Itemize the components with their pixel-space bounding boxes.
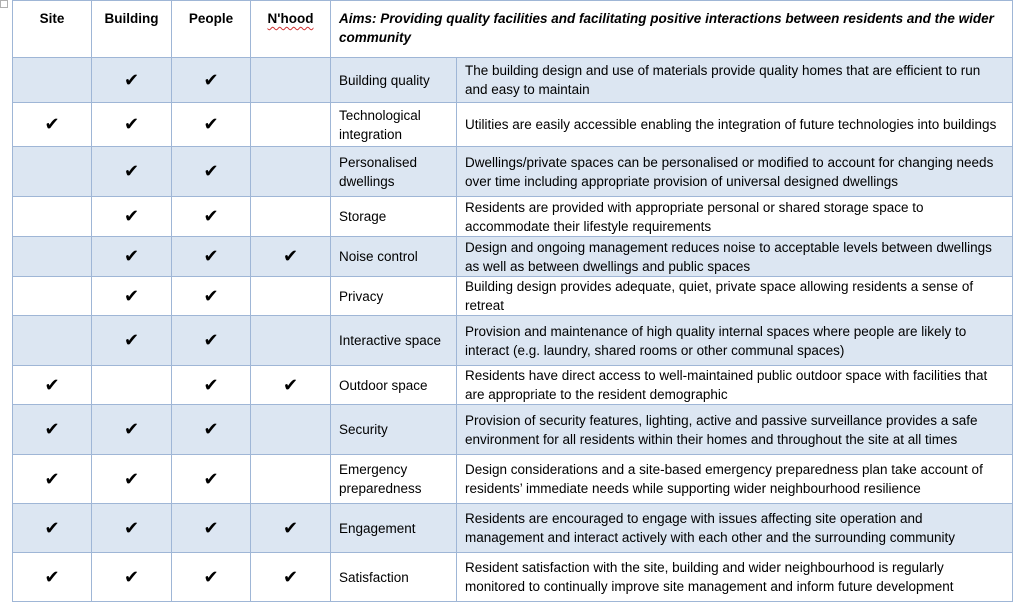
table-row xyxy=(13,147,1013,197)
cell-nhood xyxy=(251,197,331,237)
cell-nhood xyxy=(251,405,331,455)
table-row xyxy=(13,405,1013,455)
table-row xyxy=(13,237,1013,277)
cell-nhood xyxy=(251,316,331,366)
cell-building xyxy=(92,366,172,405)
check-mark-icon: ✔ xyxy=(92,147,172,197)
cell-nhood xyxy=(251,277,331,316)
table-row xyxy=(13,455,1013,504)
cell-criterion: Security xyxy=(331,405,457,455)
check-mark-icon: ✔ xyxy=(13,405,92,455)
check-mark-icon: ✔ xyxy=(172,405,251,455)
header-nhood xyxy=(251,1,331,58)
cell-criterion: Emergency preparedness xyxy=(331,455,457,504)
cell-criterion: Storage xyxy=(331,197,457,237)
cell-site xyxy=(13,277,92,316)
header-building: Building xyxy=(92,1,172,58)
check-mark-icon: ✔ xyxy=(13,553,92,602)
table-move-handle-icon[interactable] xyxy=(0,0,8,8)
table-row xyxy=(13,197,1013,237)
cell-description: Design considerations and a site-based emergency preparedness plan take account of residents’ immediate needs while supporting wider neighbourhood resilience xyxy=(457,455,1013,504)
check-mark-icon: ✔ xyxy=(13,504,92,553)
cell-nhood xyxy=(251,58,331,103)
check-mark-icon: ✔ xyxy=(172,277,251,316)
aims-criteria-table xyxy=(12,0,1013,602)
table-row xyxy=(13,553,1013,602)
cell-criterion: Outdoor space xyxy=(331,366,457,405)
check-mark-icon: ✔ xyxy=(92,197,172,237)
check-mark-icon: ✔ xyxy=(172,366,251,405)
table-row xyxy=(13,504,1013,553)
check-mark-icon: ✔ xyxy=(13,455,92,504)
check-mark-icon: ✔ xyxy=(92,237,172,277)
table-row xyxy=(13,58,1013,103)
cell-nhood xyxy=(251,455,331,504)
header-nhood-label: N'hood xyxy=(267,11,314,26)
check-mark-icon: ✔ xyxy=(92,504,172,553)
cell-site xyxy=(13,58,92,103)
cell-site xyxy=(13,316,92,366)
cell-description: Resident satisfaction with the site, building and wider neighbourhood is regularly monitored to continually improve site management and inform future development xyxy=(457,553,1013,602)
check-mark-icon: ✔ xyxy=(172,197,251,237)
check-mark-icon: ✔ xyxy=(172,553,251,602)
cell-criterion: Noise control xyxy=(331,237,457,277)
cell-criterion: Interactive space xyxy=(331,316,457,366)
check-mark-icon: ✔ xyxy=(92,103,172,147)
table-row xyxy=(13,366,1013,405)
cell-criterion: Satisfaction xyxy=(331,553,457,602)
check-mark-icon: ✔ xyxy=(251,553,331,602)
cell-description: Residents have direct access to well-maintained public outdoor space with facilities that are appropriate to the resident demographic xyxy=(457,366,1013,405)
check-mark-icon: ✔ xyxy=(13,103,92,147)
header-site: Site xyxy=(13,1,92,58)
cell-nhood xyxy=(251,147,331,197)
check-mark-icon: ✔ xyxy=(172,504,251,553)
cell-criterion: Privacy xyxy=(331,277,457,316)
check-mark-icon: ✔ xyxy=(172,316,251,366)
cell-criterion: Engagement xyxy=(331,504,457,553)
table-header-row xyxy=(13,1,1013,58)
table-row xyxy=(13,103,1013,147)
cell-description: Residents are provided with appropriate personal or shared storage space to accommodate their lifestyle requirements xyxy=(457,197,1013,237)
cell-description: Design and ongoing management reduces noise to acceptable levels between dwellings as well as between dwellings and public spaces xyxy=(457,237,1013,277)
cell-site xyxy=(13,197,92,237)
check-mark-icon: ✔ xyxy=(92,277,172,316)
table-row xyxy=(13,316,1013,366)
check-mark-icon: ✔ xyxy=(92,553,172,602)
check-mark-icon: ✔ xyxy=(92,316,172,366)
cell-description: Provision of security features, lighting, active and passive surveillance provides a safe environment for all residents within their homes and throughout the site at all times xyxy=(457,405,1013,455)
check-mark-icon: ✔ xyxy=(172,58,251,103)
cell-description: Provision and maintenance of high quality internal spaces where people are likely to interact (e.g. laundry, shared rooms or other communal spaces) xyxy=(457,316,1013,366)
cell-criterion: Technological integration xyxy=(331,103,457,147)
check-mark-icon: ✔ xyxy=(251,504,331,553)
cell-description: The building design and use of materials provide quality homes that are efficient to run and easy to maintain xyxy=(457,58,1013,103)
table-row xyxy=(13,277,1013,316)
check-mark-icon: ✔ xyxy=(92,455,172,504)
header-people: People xyxy=(172,1,251,58)
cell-description: Dwellings/private spaces can be personalised or modified to account for changing needs over time including appropriate provision of universal designed dwellings xyxy=(457,147,1013,197)
check-mark-icon: ✔ xyxy=(92,405,172,455)
check-mark-icon: ✔ xyxy=(172,237,251,277)
header-aims: Aims: Providing quality facilities and facilitating positive interactions between residents and the wider community xyxy=(331,1,1013,58)
cell-description: Utilities are easily accessible enabling the integration of future technologies into buildings xyxy=(457,103,1013,147)
cell-criterion: Personalised dwellings xyxy=(331,147,457,197)
check-mark-icon: ✔ xyxy=(172,147,251,197)
cell-site xyxy=(13,237,92,277)
cell-description: Building design provides adequate, quiet, private space allowing residents a sense of retreat xyxy=(457,277,1013,316)
check-mark-icon: ✔ xyxy=(13,366,92,405)
check-mark-icon: ✔ xyxy=(172,455,251,504)
check-mark-icon: ✔ xyxy=(92,58,172,103)
cell-site xyxy=(13,147,92,197)
cell-criterion: Building quality xyxy=(331,58,457,103)
check-mark-icon: ✔ xyxy=(251,366,331,405)
check-mark-icon: ✔ xyxy=(251,237,331,277)
check-mark-icon: ✔ xyxy=(172,103,251,147)
cell-description: Residents are encouraged to engage with issues affecting site operation and management and interact actively with each other and the surrounding community xyxy=(457,504,1013,553)
cell-nhood xyxy=(251,103,331,147)
